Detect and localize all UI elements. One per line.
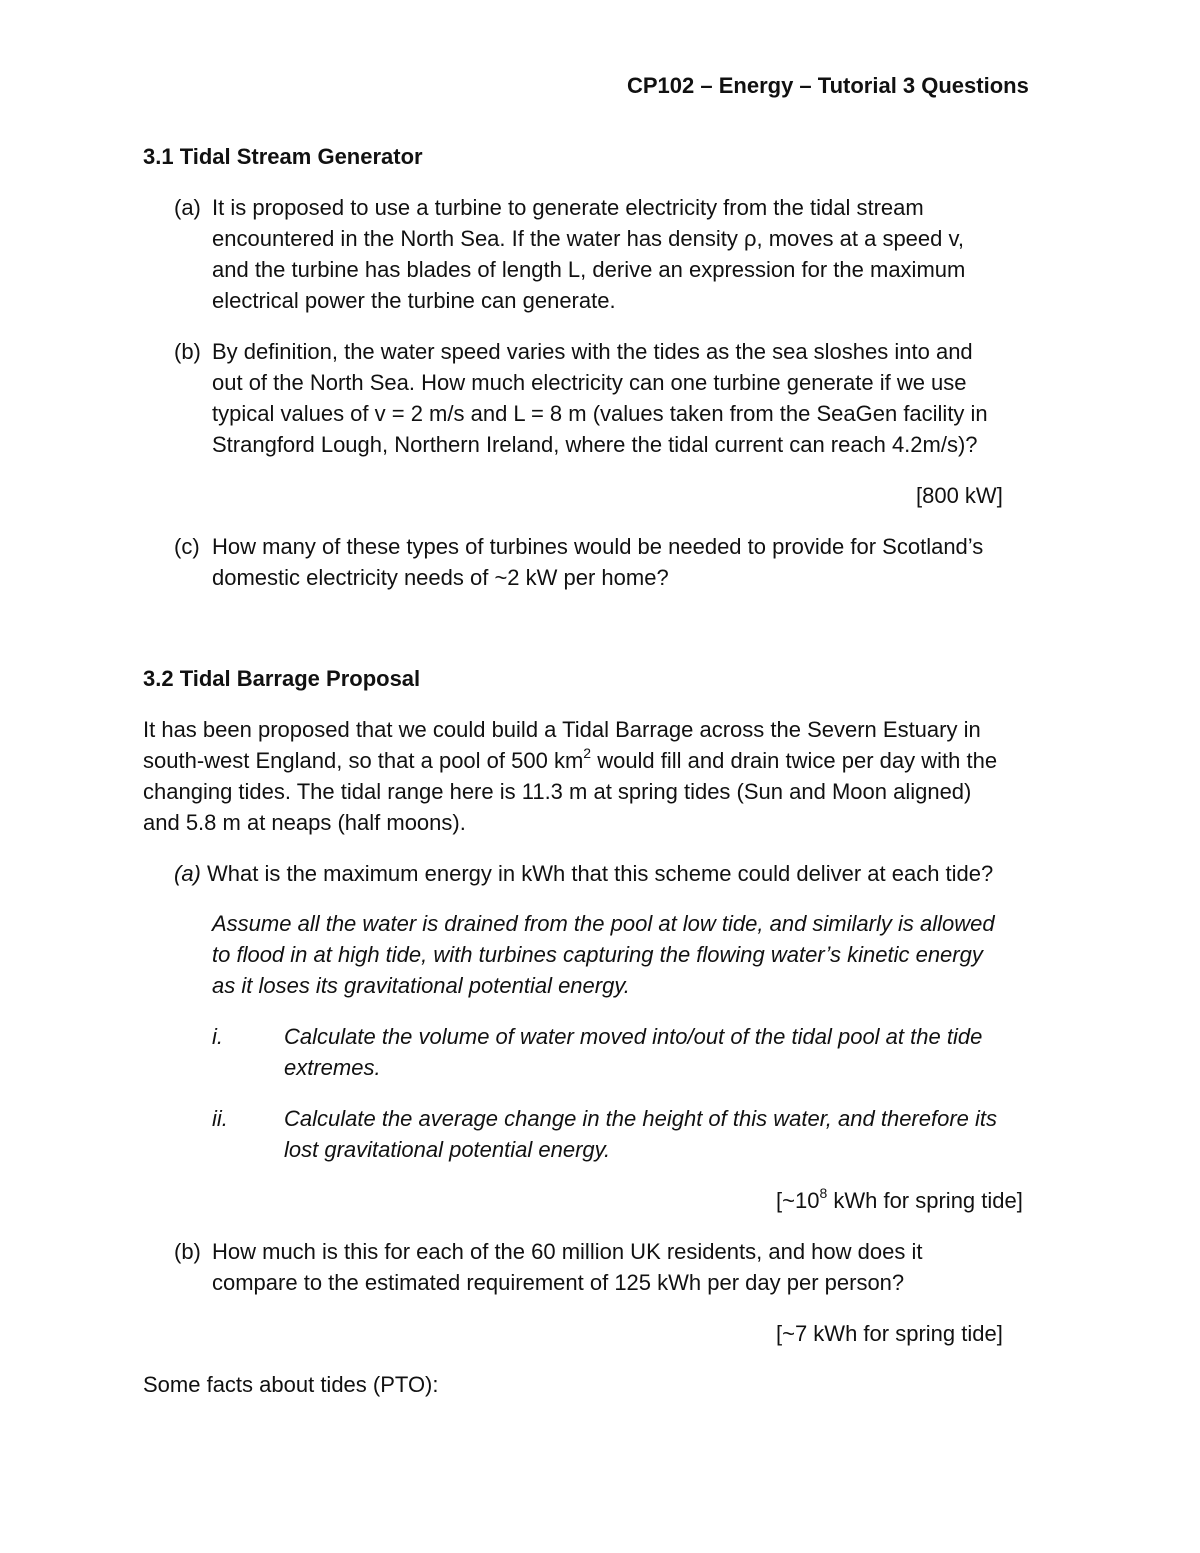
step-text-line: Calculate the average change in the height of this water, and therefore its <box>284 1106 998 1131</box>
answer-hint: [800 kW] <box>916 483 1003 508</box>
answer-hint <box>776 1185 1023 1216</box>
intro-text-segment: would fill and drain twice per day with the <box>591 748 998 773</box>
intro-text-line: and 5.8 m at neaps (half moons). <box>143 810 466 835</box>
question-line-a <box>174 858 993 889</box>
footer-note: Some facts about tides (PTO): <box>143 1372 439 1397</box>
question-text-line: electrical power the turbine can generate. <box>212 288 616 313</box>
question-text: What is the maximum energy in kWh that this scheme could deliver at each tide? <box>200 861 994 886</box>
assumption-line: as it loses its gravitational potential energy. <box>212 973 630 998</box>
superscript: 2 <box>583 744 592 761</box>
question-text-line: and the turbine has blades of length L, derive an expression for the maximum <box>212 257 966 282</box>
section-heading-3-2: 3.2 Tidal Barrage Proposal <box>143 666 421 691</box>
question-text-line: typical values of v = 2 m/s and L = 8 m (values taken from the SeaGen facility in <box>212 401 988 426</box>
step-text-line: Calculate the volume of water moved into/out of the tidal pool at the tide <box>284 1024 983 1049</box>
step-text-line: lost gravitational potential energy. <box>284 1137 611 1162</box>
question-text-line: It is proposed to use a turbine to generate electricity from the tidal stream <box>212 195 924 220</box>
question-text-line: domestic electricity needs of ~2 kW per home? <box>212 565 669 590</box>
answer-segment: [~10 <box>776 1188 820 1213</box>
assumption-line: Assume all the water is drained from the pool at low tide, and similarly is allowed <box>212 911 995 936</box>
intro-text-line: It has been proposed that we could build a Tidal Barrage across the Severn Estuary in <box>143 717 981 742</box>
question-label-b: (b) <box>174 1239 201 1264</box>
answer-segment: kWh for spring tide] <box>827 1188 1023 1213</box>
question-text-line: out of the North Sea. How much electricity can one turbine generate if we use <box>212 370 967 395</box>
question-label-a: (a) <box>174 195 201 220</box>
answer-hint: [~7 kWh for spring tide] <box>776 1321 1003 1346</box>
page-title: CP102 – Energy – Tutorial 3 Questions <box>627 73 1029 98</box>
step-label-ii: ii. <box>212 1106 228 1131</box>
question-label-b: (b) <box>174 339 201 364</box>
question-label-a: (a) <box>174 861 201 886</box>
intro-text-line <box>143 745 997 776</box>
assumption-line: to flood in at high tide, with turbines capturing the flowing water’s kinetic energy <box>212 942 983 967</box>
step-text-line: extremes. <box>284 1055 381 1080</box>
question-text-line: By definition, the water speed varies with the tides as the sea sloshes into and <box>212 339 973 364</box>
intro-text-line: changing tides. The tidal range here is 11.3 m at spring tides (Sun and Moon aligned) <box>143 779 972 804</box>
intro-text-segment: south-west England, so that a pool of 500 km <box>143 748 584 773</box>
question-label-c: (c) <box>174 534 200 559</box>
question-text-line: compare to the estimated requirement of 125 kWh per day per person? <box>212 1270 905 1295</box>
question-text-line: Strangford Lough, Northern Ireland, where the tidal current can reach 4.2m/s)? <box>212 432 978 457</box>
question-text-line: encountered in the North Sea. If the water has density ρ, moves at a speed v, <box>212 226 964 251</box>
superscript: 8 <box>819 1184 828 1201</box>
step-label-i: i. <box>212 1024 223 1049</box>
question-text-line: How many of these types of turbines would be needed to provide for Scotland’s <box>212 534 984 559</box>
section-heading-3-1: 3.1 Tidal Stream Generator <box>143 144 423 169</box>
question-text-line: How much is this for each of the 60 million UK residents, and how does it <box>212 1239 923 1264</box>
